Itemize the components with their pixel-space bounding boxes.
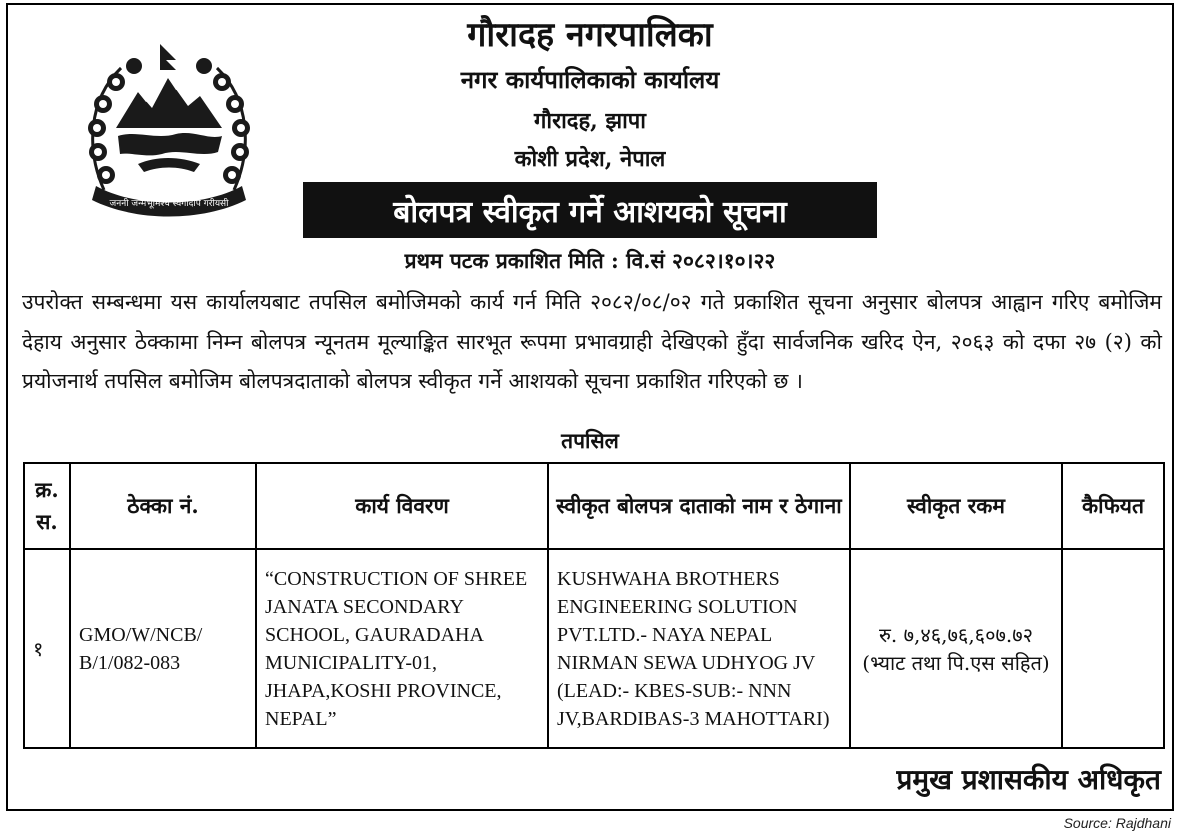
- notice-body: उपरोक्त सम्बन्धमा यस कार्यालयबाट तपसिल बमोजिमको कार्य गर्न मिति २०८२/०८/०२ गते प्रकाशित सूचना अनुसार बोलपत्र आह्वान गरिए बमोजिम देहाय अनुसार ठेक्कामा निम्न बोलपत्र न्यूनतम मूल्याङ्कित सारभूत रूपमा प्रभावग्राही देखिएको हुँदा सार्वजनिक खरिद ऐन, २०६३ को दफा २७ (२) को प्रयोजनार्थ तपसिल बमोजिम बोलपत्रदाताको बोलपत्र स्वीकृत गर्ने आशयको सूचना प्रकाशित गरिएको छ ।: [22, 290, 1162, 393]
- header-work-description: कार्य विवरण: [256, 463, 548, 549]
- cell-work-description: “CONSTRUCTION OF SHREE JANATA SECONDARY SCHOOL, GAURADAHA MUNICIPALITY-01, JHAPA,KOSHI PROVINCE, NEPAL”: [256, 549, 548, 748]
- cell-sn: १: [24, 549, 70, 748]
- emblem-motto: जननी जन्मभूमिश्च स्वर्गादपि गरीयसी: [109, 199, 229, 209]
- cell-remarks: [1062, 549, 1164, 748]
- header-remarks: कैफियत: [1062, 463, 1164, 549]
- table-header-row: [24, 463, 1164, 549]
- nepal-emblem-icon: [76, 40, 262, 218]
- notice-title: बोलपत्र स्वीकृत गर्ने आशयको सूचना: [303, 182, 877, 238]
- table-row: [24, 549, 1164, 748]
- table-title: तपसिल: [561, 428, 619, 453]
- municipality-name: गौरादह नगरपालिका: [467, 15, 713, 55]
- amount-note: (भ्याट तथा पि.एस सहित): [862, 650, 1050, 675]
- cell-contract-no: GMO/W/NCB/ B/1/082-083: [70, 549, 256, 748]
- office-province: कोशी प्रदेश, नेपाल: [514, 146, 666, 172]
- published-date: प्रथम पटक प्रकाशित मिति : वि.सं २०८२।१०।२२: [404, 248, 776, 273]
- amount-value: रु. ७,४६,७६,६०७.७२: [878, 622, 1034, 647]
- header-sn: क्र. स.: [24, 463, 70, 549]
- cell-bidder: KUSHWAHA BROTHERS ENGINEERING SOLUTION PVT.LTD.- NAYA NEPAL NIRMAN SEWA UDHYOG JV (LEAD:- KBES-SUB:- NNN JV,BARDIBAS-3 MAHOTTARI): [548, 549, 850, 748]
- award-table: [23, 462, 1165, 749]
- source-credit: Source: Rajdhani: [1063, 815, 1171, 831]
- office-address: गौरादह, झापा: [534, 108, 646, 134]
- header-amount: स्वीकृत रकम: [850, 463, 1062, 549]
- signatory-title: प्रमुख प्रशासकीय अधिकृत: [896, 763, 1161, 796]
- header-contract-no: ठेक्का नं.: [70, 463, 256, 549]
- office-name: नगर कार्यपालिकाको कार्यालय: [460, 65, 720, 94]
- cell-amount: [850, 549, 1062, 748]
- header-bidder: स्वीकृत बोलपत्र दाताको नाम र ठेगाना: [548, 463, 850, 549]
